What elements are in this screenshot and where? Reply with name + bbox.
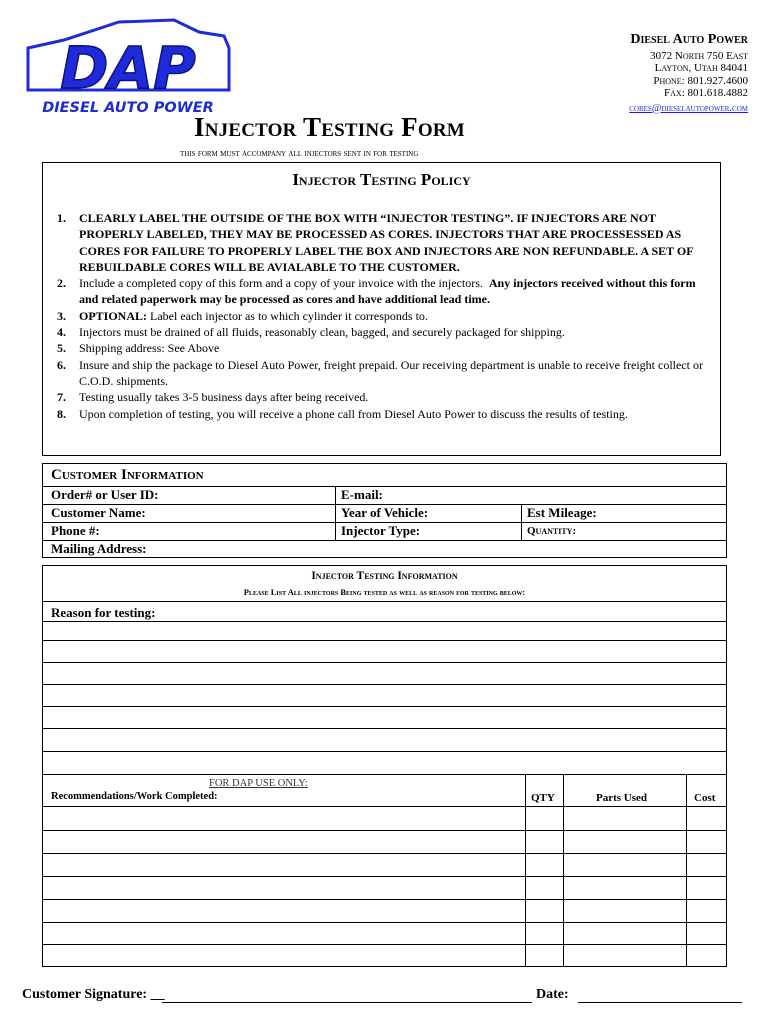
company-email-link[interactable]: cores@dieselautopower.com <box>629 102 748 114</box>
policy-item <box>57 406 710 422</box>
policy-box <box>42 162 721 456</box>
reason-line[interactable] <box>43 684 726 685</box>
divider <box>335 486 336 540</box>
work-row-line[interactable] <box>43 899 726 900</box>
qty-column-header: QTY <box>531 792 555 804</box>
reason-line[interactable] <box>43 751 726 752</box>
policy-item-number: 6. <box>57 357 66 372</box>
est-mileage-field[interactable]: Est Mileage: <box>527 505 597 520</box>
company-address-line2: Layton, Utah 84041 <box>654 62 748 74</box>
policy-item-number: 3. <box>57 308 66 323</box>
mailing-address-field[interactable]: Mailing Address: <box>51 541 147 556</box>
policy-item <box>57 324 710 340</box>
policy-item-text: Injectors must be drained of all fluids, reasonably clean, bagged, and securely packaged for shipping. <box>79 325 565 340</box>
cost-column-header: Cost <box>694 792 716 804</box>
customer-name-field[interactable]: Customer Name: <box>51 505 146 520</box>
policy-item-text: CLEARLY LABEL THE OUTSIDE OF THE BOX WITH “INJECTOR TESTING”. IF INJECTORS ARE NOT PROPERLY LABELED, THEY MAY BE PROCESSED AS CORES. INJECTORS THAT ARE PROCESSESSED AS CORES FOR FAILURE TO PROPERLY LABEL THE BOX AND INJECTORS ARE NON REFUNDABLE. A SET OF REBUILDABLE CORES WILL BE AVIALABLE TO THE CUSTOMER. <box>79 211 694 274</box>
policy-item-text: Include a completed copy of this form and a copy of your invoice with the injectors. <box>79 276 483 291</box>
reason-line[interactable] <box>43 621 726 622</box>
customer-signature-label: Customer Signature: __ <box>22 987 165 1002</box>
reason-line[interactable] <box>43 706 726 707</box>
dap-use-only-label: FOR DAP USE ONLY: <box>209 778 308 789</box>
injector-testing-info-section <box>42 565 727 967</box>
injector-info-title: Injector Testing Information <box>311 570 458 582</box>
policy-item-label: OPTIONAL: <box>79 308 148 323</box>
date-label: Date: <box>536 987 569 1002</box>
divider <box>43 601 726 602</box>
work-row-line[interactable] <box>43 922 726 923</box>
divider <box>525 774 526 967</box>
phone-field[interactable]: Phone #: <box>51 523 100 538</box>
order-id-field[interactable]: Order# or User ID: <box>51 487 159 502</box>
policy-item-number: 7. <box>57 390 66 405</box>
logo-tagline: DIESEL AUTO POWER <box>42 100 214 116</box>
reason-line[interactable] <box>43 640 726 641</box>
customer-info-section <box>42 463 727 558</box>
vehicle-year-field[interactable]: Year of Vehicle: <box>341 505 429 520</box>
quantity-field[interactable]: Quantity: <box>527 525 577 537</box>
email-field[interactable]: E-mail: <box>341 487 383 502</box>
work-row-line[interactable] <box>43 876 726 877</box>
work-row-line[interactable] <box>43 806 726 807</box>
reason-for-testing-label: Reason for testing: <box>51 605 156 620</box>
company-name: Diesel Auto Power <box>630 32 748 47</box>
policy-item-number: 8. <box>57 406 66 421</box>
injector-info-subtitle: Please List All injectors Being tested as well as reason for testing below: <box>243 587 526 597</box>
date-line[interactable] <box>578 1002 742 1003</box>
injector-type-field[interactable]: Injector Type: <box>341 523 421 538</box>
policy-item-text: Upon completion of testing, you will receive a phone call from Diesel Auto Power to discuss the results of testing. <box>79 406 628 421</box>
policy-item <box>57 357 710 390</box>
policy-item-number: 4. <box>57 325 66 340</box>
policy-item-number: 2. <box>57 276 66 291</box>
logo-letters: DAP <box>60 34 196 102</box>
policy-item-number: 5. <box>57 341 66 356</box>
policy-item <box>57 389 710 405</box>
recommendations-label: Recommendations/Work Completed: <box>51 791 218 802</box>
policy-item <box>57 210 710 275</box>
policy-list <box>57 210 710 422</box>
policy-item-bold-text: Any injectors received without this form and related paperwork may be processed as cores and have additional lead time. <box>79 276 696 307</box>
work-row-line[interactable] <box>43 944 726 945</box>
company-fax: Fax: 801.618.4882 <box>664 87 748 99</box>
reason-line[interactable] <box>43 662 726 663</box>
divider <box>686 774 687 967</box>
form-title: Injector Testing Form <box>194 112 465 142</box>
work-row-line[interactable] <box>43 830 726 831</box>
policy-item-text: Label each injector as to which cylinder it corresponds to. <box>150 308 428 323</box>
parts-used-column-header: Parts Used <box>596 792 648 804</box>
customer-info-title: Customer Information <box>51 467 204 483</box>
policy-item <box>57 275 710 308</box>
policy-title: Injector Testing Policy <box>292 170 471 189</box>
policy-item-number: 1. <box>57 211 66 225</box>
dap-logo <box>24 18 234 118</box>
policy-item-text: Insure and ship the package to Diesel Auto Power, freight prepaid. Our receiving department is unable to receive freight collect or C.O.D. shipments. <box>79 357 703 388</box>
company-phone: Phone: 801.927.4600 <box>653 74 748 87</box>
divider <box>563 774 564 967</box>
divider <box>521 504 522 540</box>
policy-item <box>57 340 710 356</box>
company-address-block <box>629 34 748 115</box>
policy-item <box>57 308 710 324</box>
divider <box>43 774 726 775</box>
policy-item-text: Testing usually takes 3-5 business days after being received. <box>79 390 369 405</box>
policy-item-text: Shipping address: See Above <box>79 341 220 356</box>
reason-line[interactable] <box>43 728 726 729</box>
work-row-line[interactable] <box>43 853 726 854</box>
customer-signature-line[interactable] <box>162 1002 532 1003</box>
company-address-line1: 3072 North 750 East <box>650 49 748 62</box>
form-subtitle: this form must accompany all injectors sent in for testing <box>180 149 419 159</box>
